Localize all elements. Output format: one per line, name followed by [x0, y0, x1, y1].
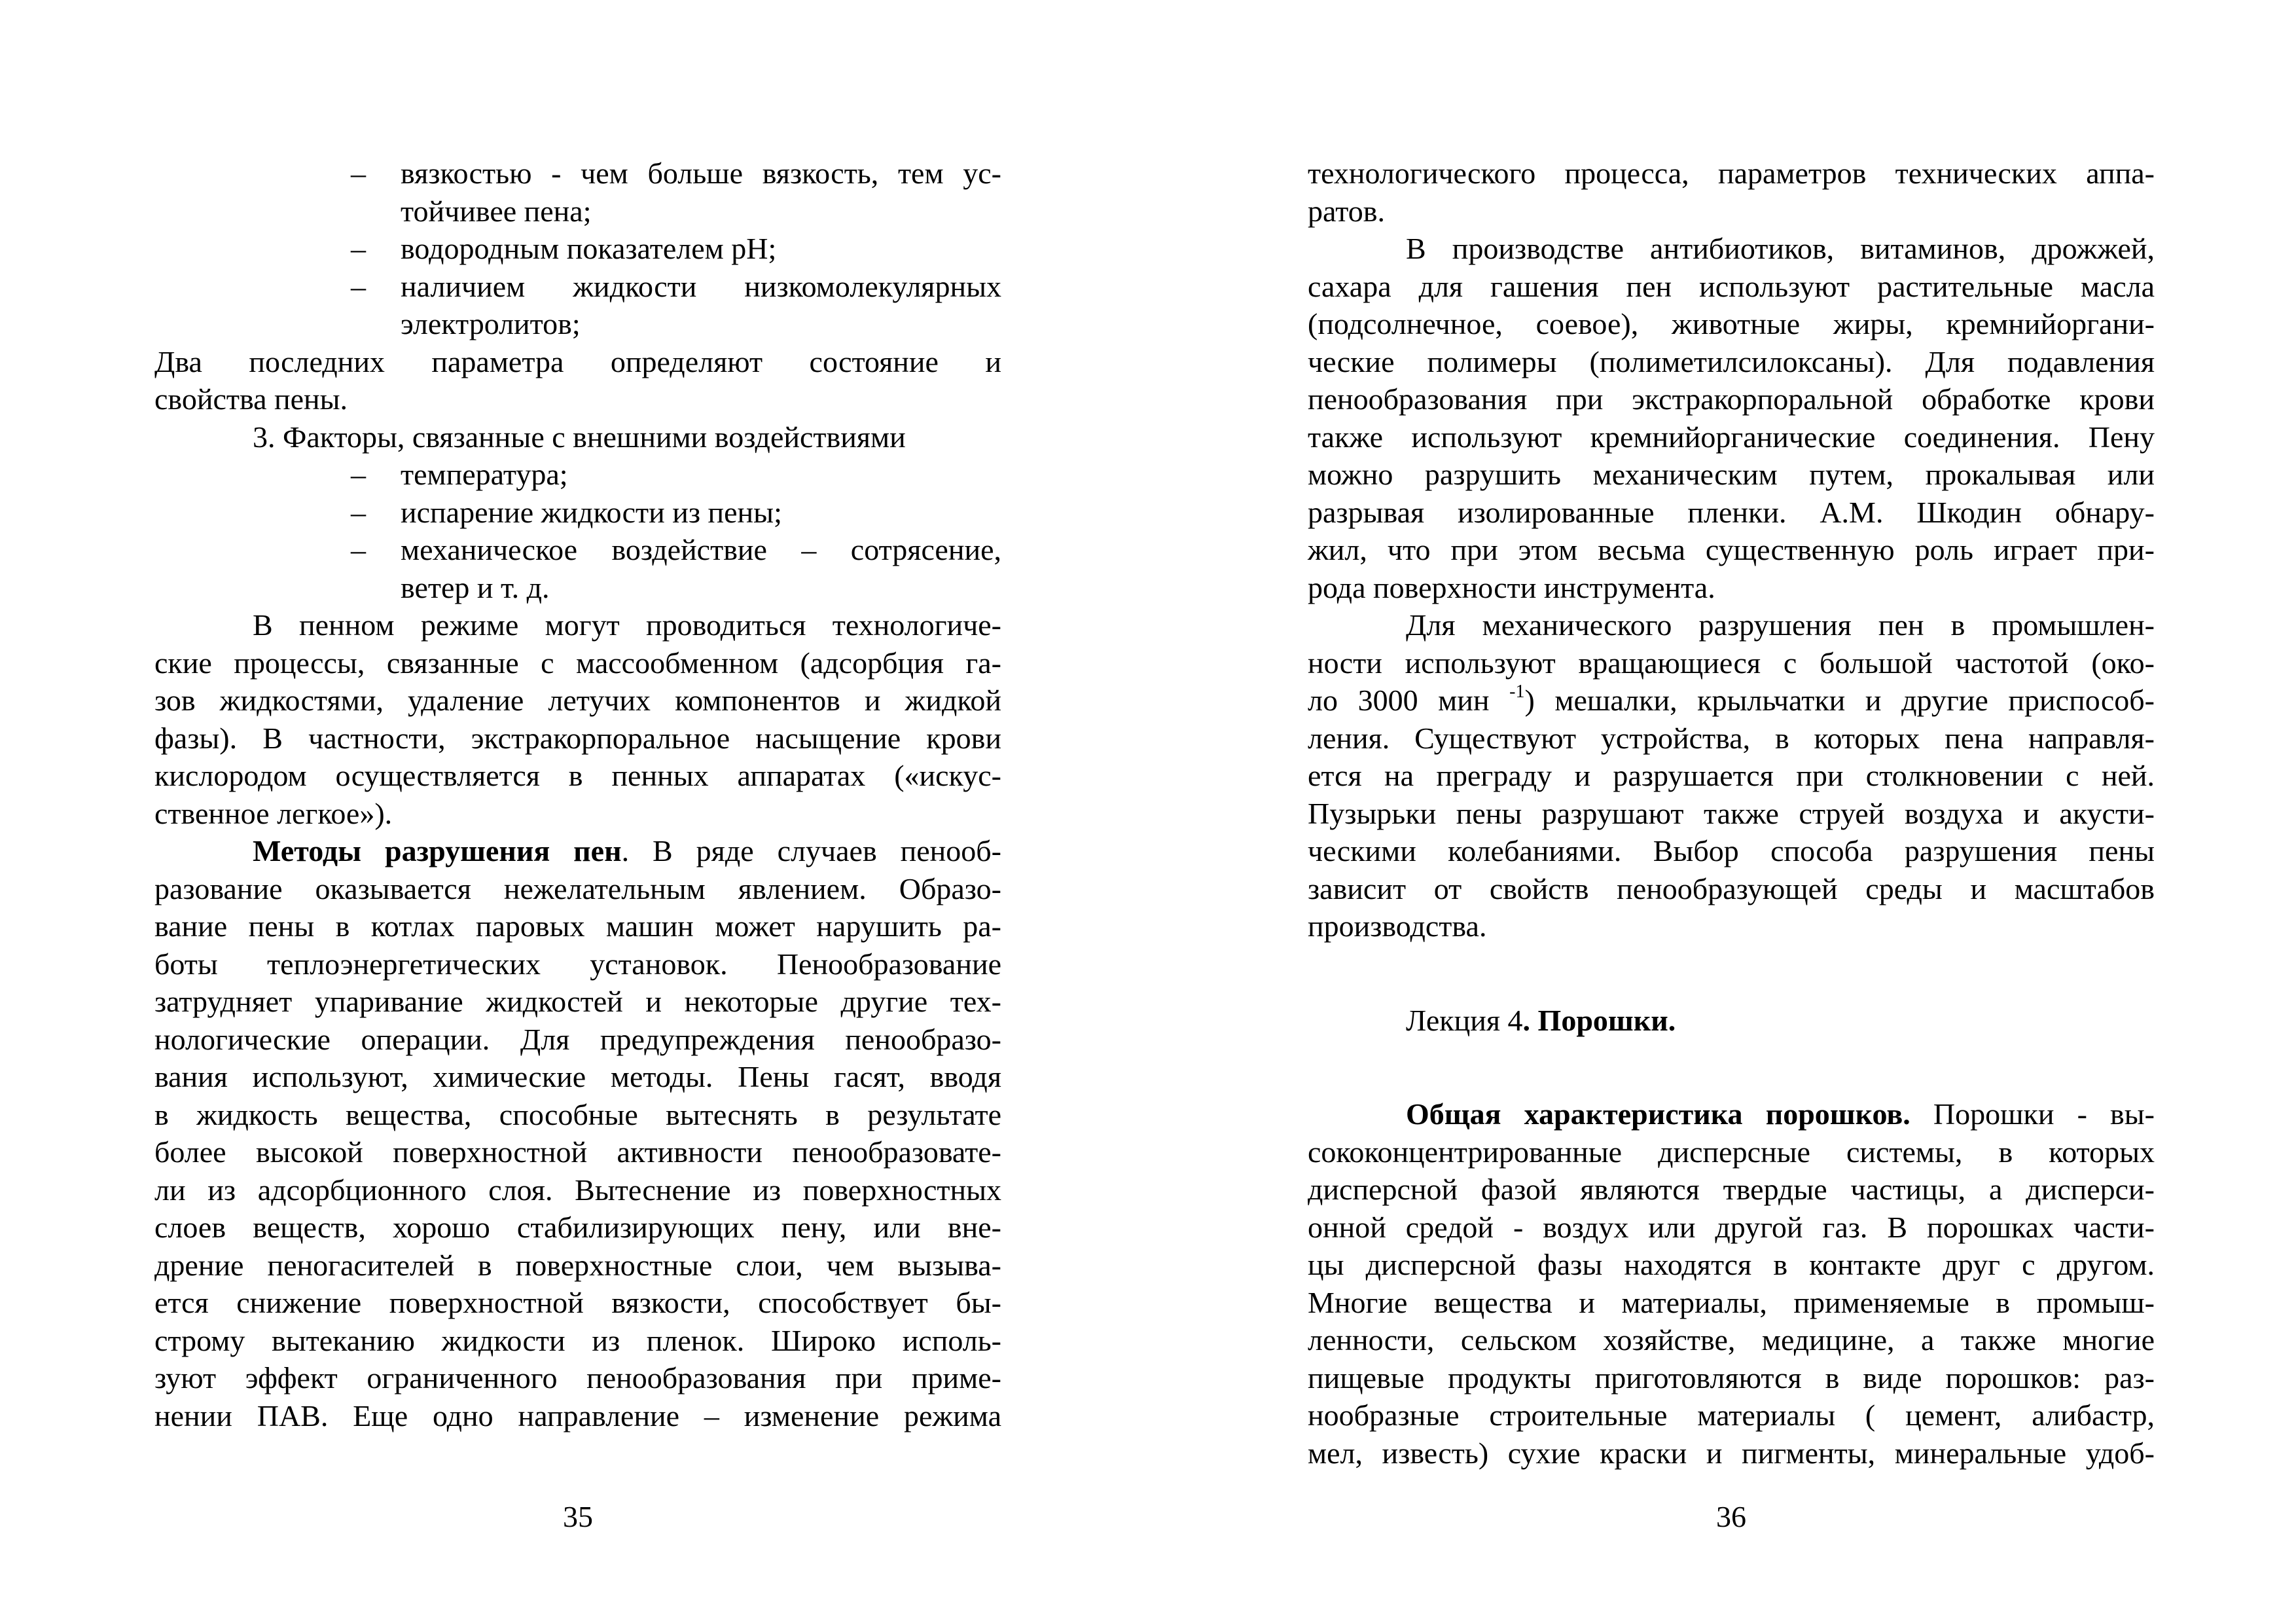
- list-item-continuation: ветер и т. д.: [401, 570, 550, 604]
- list-item: [154, 268, 1001, 306]
- list-item-text: испарение жидкости из пены;: [401, 495, 782, 529]
- paragraph-line: слоев веществ, хорошо стабилизирующих пену, или вне-: [154, 1211, 1001, 1244]
- right-page: [1148, 0, 2296, 1623]
- paragraph-line: цы дисперсной фазы находятся в контакте друг с другом.: [1308, 1248, 2155, 1281]
- left-page-text: [154, 155, 1001, 1434]
- paragraph-line: вание пены в котлах паровых машин может нарушить ра-: [154, 909, 1001, 943]
- paragraph-line: пищевые продукты приготовляются в виде порошков: раз-: [1308, 1360, 2155, 1395]
- superscript: -1: [1509, 682, 1525, 702]
- list-item: [154, 456, 1001, 494]
- lecture-heading: [1308, 1002, 2155, 1040]
- page-number: 35: [563, 1500, 593, 1533]
- paragraph-line-with-superscript: [1308, 682, 2155, 720]
- paragraph-line: ности используют вращающиеся с большой частотой (око-: [1308, 646, 2155, 680]
- paragraph-line: свойства пены.: [154, 382, 348, 416]
- paragraph-line: вания используют, химические методы. Пены гасят, вводя: [154, 1060, 1001, 1093]
- list-item-continuation: тойчивее пена;: [401, 194, 592, 228]
- paragraph-line: зависит от свойств пенообразующей среды и масштабов: [1308, 871, 2155, 905]
- paragraph-line: ческими колебаниями. Выбор способа разрушения пены: [1308, 834, 2155, 867]
- list-item: [154, 230, 1001, 268]
- paragraph-line: сахара для гашения пен используют растительные масла: [1308, 269, 2155, 303]
- general-first-line: [1308, 1095, 2155, 1133]
- general-first-line-text: Порошки - вы-: [1910, 1097, 2155, 1131]
- paragraph-line: затрудняет упаривание жидкостей и некоторые другие тех-: [154, 985, 1001, 1018]
- paragraph-line: сококонцентрированные дисперсные системы, в которых: [1308, 1135, 2155, 1169]
- paragraph-line: фазы). В частности, экстракорпоральное насыщение крови: [154, 721, 1001, 755]
- list-dash: –: [351, 495, 366, 529]
- paragraph-line: Пузырьки пены разрушают также струей воздуха и акусти-: [1308, 796, 2155, 830]
- paragraph-line: нообразные строительные материалы ( цемент, алибастр,: [1308, 1398, 2155, 1432]
- paragraph-line: ли из адсорбционного слоя. Вытеснение из поверхностных: [154, 1173, 1001, 1207]
- paragraph-line: нологические операции. Для предупреждения пенообразо-: [154, 1022, 1001, 1056]
- paragraph-line: ственное легкое»).: [154, 796, 393, 830]
- list-item: [154, 155, 1001, 192]
- paragraph-line: ратов.: [1308, 194, 1385, 228]
- paragraph-line: ется на преграду и разрушается при столкновении с ней.: [1308, 759, 2155, 792]
- list-item-text: водородным показателем pH;: [401, 232, 777, 265]
- paragraph-line: также используют кремнийорганические соединения. Пену: [1308, 420, 2155, 454]
- lecture-title: . Порошки.: [1522, 1003, 1676, 1037]
- methods-first-line-text: . В ряде случаев пенооб-: [621, 834, 1001, 867]
- paragraph-line: более высокой поверхностной активности пенообразовате-: [154, 1135, 1001, 1169]
- paragraph-line: В производстве антибиотиков, витаминов, дрожжей,: [1406, 232, 2155, 265]
- paragraph-line: дрение пеногасителей в поверхностные слои, чем вызыва-: [154, 1248, 1001, 1282]
- paragraph-line: боты теплоэнергетических установок. Пенообразование: [154, 947, 1001, 981]
- spacer: [1308, 1039, 2155, 1095]
- paragraph-line: в жидкость вещества, способные вытеснять в результате: [154, 1097, 1001, 1131]
- paragraph-line: дисперсной фазой являются твердые частицы, а дисперси-: [1308, 1173, 2155, 1206]
- paragraph-line: зуют эффект ограниченного пенообразования при приме-: [154, 1361, 1001, 1395]
- list-item-text: вязкостью - чем больше вязкость, тем ус-: [401, 156, 1001, 190]
- paragraph-line: В пенном режиме могут проводиться технологиче-: [253, 608, 1001, 642]
- paragraph-line: можно разрушить механическим путем, прокалывая или: [1308, 458, 2155, 491]
- paragraph-line: Для механического разрушения пен в промышлен-: [1406, 608, 2155, 642]
- paragraph-line: рода поверхности инструмента.: [1308, 570, 1715, 604]
- paragraph-line: производства.: [1308, 909, 1487, 943]
- paragraph-line: нении ПАВ. Еще одно направление – изменение режима: [154, 1398, 1001, 1432]
- paragraph-line: кислородом осуществляется в пенных аппаратах («искус-: [154, 759, 1001, 792]
- text-segment: ) мешалки, крыльчатки и другие приспособ-: [1524, 684, 2155, 717]
- spacer: [1308, 945, 2155, 1002]
- general-heading: Общая характеристика порошков.: [1406, 1097, 1910, 1131]
- paragraph-line: ления. Существуют устройства, в которых пена направля-: [1308, 721, 2155, 755]
- paragraph-line: пенообразования при экстракорпоральной обработке крови: [1308, 382, 2155, 416]
- methods-first-line: [154, 832, 1001, 870]
- paragraph-line: онной средой - воздух или другой газ. В порошках части-: [1308, 1210, 2155, 1244]
- paragraph-line: разрывая изолированные пленки. А.М. Шкодин обнару-: [1308, 495, 2155, 529]
- list-item-text: температура;: [401, 458, 568, 491]
- list-dash: –: [351, 156, 366, 190]
- paragraph-line: Два последних параметра определяют состояние и: [154, 344, 1001, 378]
- paragraph-line: зов жидкостями, удаление летучих компонентов и жидкой: [154, 684, 1001, 717]
- page-number: 36: [1716, 1500, 1746, 1533]
- text-segment: ло 3000 мин: [1308, 684, 1510, 717]
- list-dash: –: [351, 458, 366, 491]
- right-page-text: [1308, 155, 2155, 1472]
- paragraph-line: ленности, сельском хозяйстве, медицине, а также многие: [1308, 1323, 2155, 1357]
- paragraph-line: технологического процесса, параметров технических аппа-: [1308, 156, 2155, 190]
- list-dash: –: [351, 533, 366, 566]
- methods-heading: Методы разрушения пен: [253, 834, 622, 867]
- list-item-text: наличием жидкости низкомолекулярных: [401, 269, 1001, 303]
- paragraph-line: мел, известь) сухие краски и пигменты, минеральные удоб-: [1308, 1436, 2155, 1470]
- paragraph-line: строму вытеканию жидкости из пленок. Широко исполь-: [154, 1323, 1001, 1357]
- paragraph-line: ские процессы, связанные с массообменном (адсорбция га-: [154, 646, 1001, 680]
- list-item-text: механическое воздействие – сотрясение,: [401, 533, 1001, 566]
- factor-heading: 3. Факторы, связанные с внешними воздействиями: [253, 420, 906, 454]
- list-item: [154, 494, 1001, 532]
- paragraph-line: Многие вещества и материалы, применяемые в промыш-: [1308, 1285, 2155, 1319]
- lecture-number: Лекция 4: [1406, 1003, 1523, 1037]
- paragraph-line: жил, что при этом весьма существенную роль играет при-: [1308, 533, 2155, 566]
- paragraph-line: (подсолнечное, соевое), животные жиры, кремнийоргани-: [1308, 307, 2155, 340]
- list-item: [154, 531, 1001, 569]
- paragraph-line: разование оказывается нежелательным явлением. Образо-: [154, 871, 1001, 905]
- paragraph-line: ческие полимеры (полиметилсилоксаны). Для подавления: [1308, 344, 2155, 378]
- list-dash: –: [351, 232, 366, 265]
- list-item-continuation: электролитов;: [401, 307, 581, 340]
- paragraph-line: ется снижение поверхностной вязкости, способствует бы-: [154, 1286, 1001, 1319]
- list-dash: –: [351, 269, 366, 303]
